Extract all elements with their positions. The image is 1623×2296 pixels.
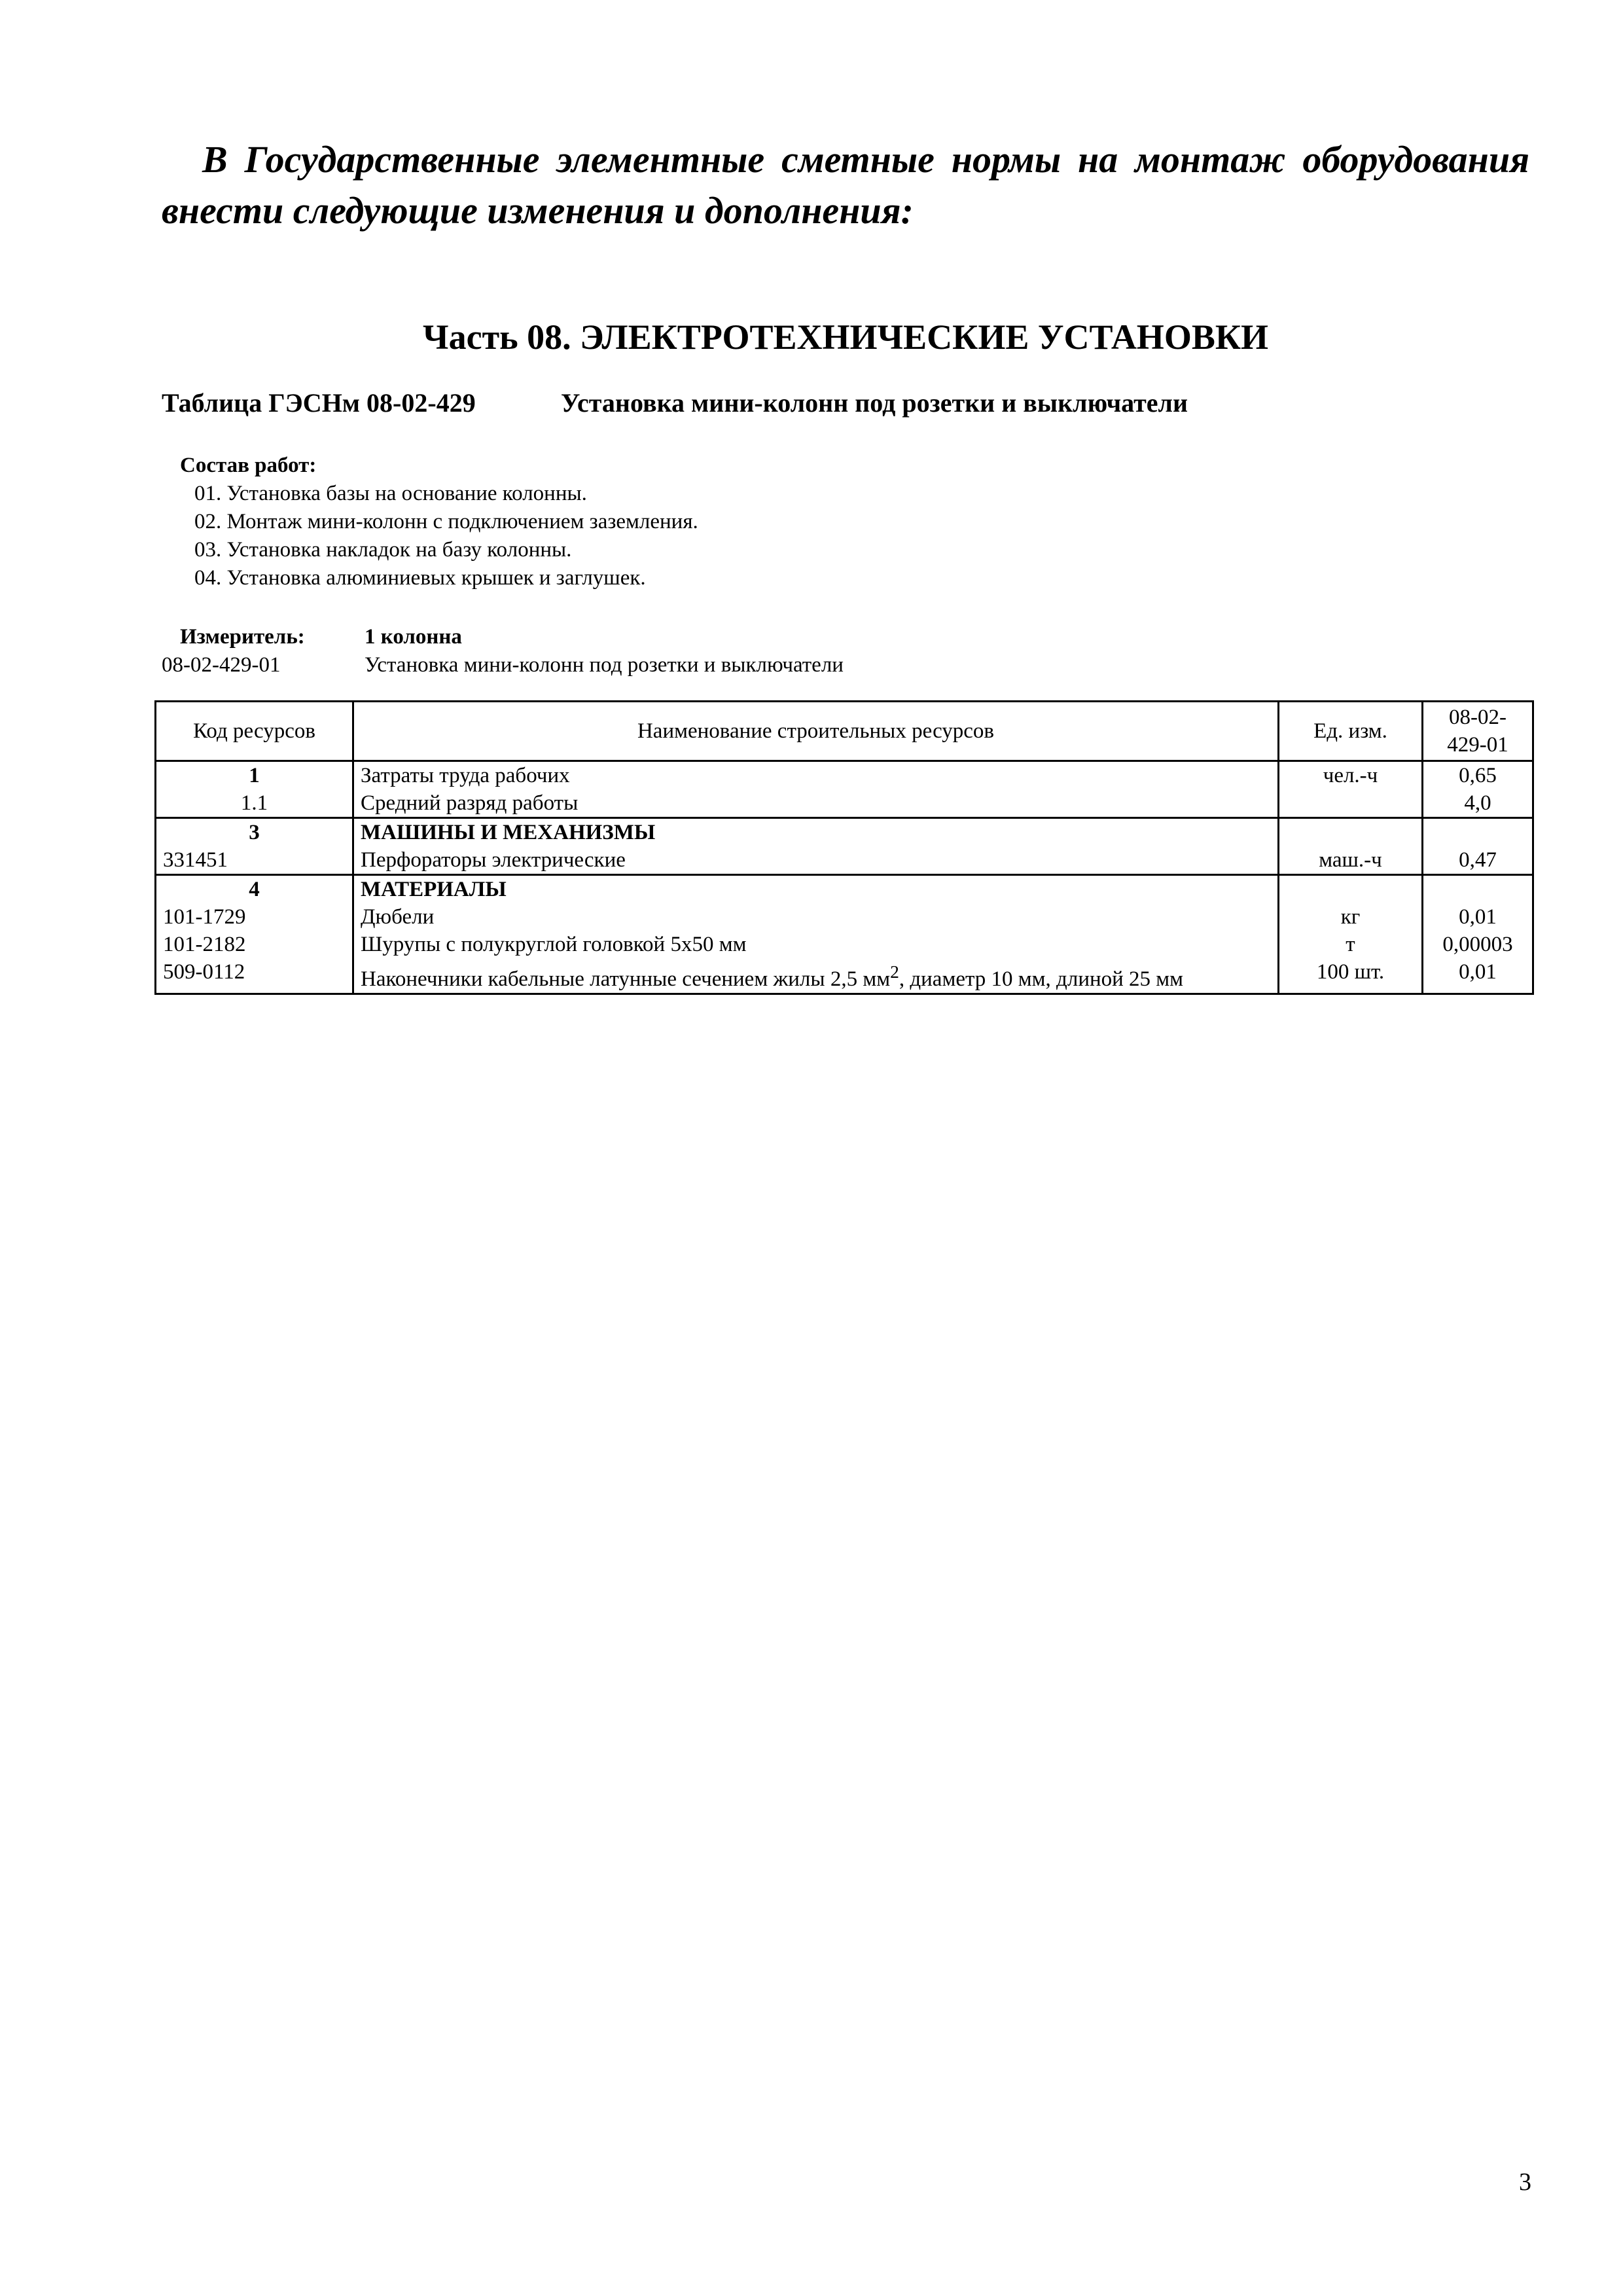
composition-step: 03. Установка накладок на базу колонны. xyxy=(194,538,572,562)
table-row xyxy=(156,931,1533,958)
cell-name: МАШИНЫ И МЕХАНИЗМЫ xyxy=(353,818,1279,847)
cell-value: 4,0 xyxy=(1423,789,1533,818)
cell-value: 0,47 xyxy=(1423,846,1533,875)
cell-code: 331451 xyxy=(156,846,353,875)
table-row xyxy=(156,903,1533,931)
cell-code: 101-2182 xyxy=(156,931,353,958)
cell-code: 1.1 xyxy=(156,789,353,818)
meter-description: Установка мини-колонн под розетки и выключатели xyxy=(365,653,844,677)
table-row xyxy=(156,761,1533,790)
table-row xyxy=(156,789,1533,818)
cell-name: Перфораторы электрические xyxy=(353,846,1279,875)
cell-value: 0,01 xyxy=(1423,958,1533,994)
work-composition xyxy=(180,452,1489,592)
cell-value: 0,65 xyxy=(1423,761,1533,790)
composition-step: 02. Монтаж мини-колонн с подключением заземления. xyxy=(194,510,698,533)
cell-name-part1: Наконечники кабельные латунные сечением жилы 2,5 мм xyxy=(361,967,891,991)
table-row xyxy=(156,846,1533,875)
table-row xyxy=(156,875,1533,904)
composition-label: Состав работ: xyxy=(180,454,317,477)
composition-step: 01. Установка базы на основание колонны. xyxy=(194,482,587,505)
cell-value xyxy=(1423,818,1533,847)
cell-unit: 100 шт. xyxy=(1279,958,1423,994)
cell-unit: т xyxy=(1279,931,1423,958)
cell-value xyxy=(1423,875,1533,904)
cell-name-sup: 2 xyxy=(890,961,899,982)
cell-name: Дюбели xyxy=(353,903,1279,931)
cell-unit xyxy=(1279,789,1423,818)
cell-name: Средний разряд работы xyxy=(353,789,1279,818)
table-title-name: Установка мини-колонн под розетки и выключатели xyxy=(561,388,1188,418)
header-name: Наименование строительных ресурсов xyxy=(353,702,1279,761)
cell-unit: маш.-ч xyxy=(1279,846,1423,875)
cell-unit: чел.-ч xyxy=(1279,761,1423,790)
header-norm: 08-02-429-01 xyxy=(1423,702,1533,761)
part-title: Часть 08. ЭЛЕКТРОТЕХНИЧЕСКИЕ УСТАНОВКИ xyxy=(423,317,1268,357)
meter-block xyxy=(162,623,1529,679)
resources-table xyxy=(154,700,1534,995)
cell-unit xyxy=(1279,875,1423,904)
header-unit: Ед. изм. xyxy=(1279,702,1423,761)
meter-label: Измеритель: xyxy=(180,625,305,649)
meter-code: 08-02-429-01 xyxy=(162,653,281,677)
cell-code: 101-1729 xyxy=(156,903,353,931)
table-row xyxy=(156,818,1533,847)
table-title-code: Таблица ГЭСНм 08-02-429 xyxy=(162,388,476,418)
cell-unit: кг xyxy=(1279,903,1423,931)
cell-name xyxy=(353,958,1279,994)
cell-code: 3 xyxy=(156,818,353,847)
cell-name: Затраты труда рабочих xyxy=(353,761,1279,790)
header-code: Код ресурсов xyxy=(156,702,353,761)
cell-name-part2: , диаметр 10 мм, длиной 25 мм xyxy=(899,967,1184,991)
page-number: 3 xyxy=(1519,2168,1531,2196)
cell-value: 0,01 xyxy=(1423,903,1533,931)
cell-value: 0,00003 xyxy=(1423,931,1533,958)
table-row xyxy=(156,958,1533,994)
cell-name: МАТЕРИАЛЫ xyxy=(353,875,1279,904)
meter-value: 1 колонна xyxy=(365,625,462,649)
table-header-row xyxy=(156,702,1533,761)
cell-code: 4 xyxy=(156,875,353,904)
cell-code: 1 xyxy=(156,761,353,790)
cell-code: 509-0112 xyxy=(156,958,353,994)
composition-step: 04. Установка алюминиевых крышек и заглушек. xyxy=(194,566,646,590)
intro-text: В Государственные элементные сметные нормы на монтаж оборудования внести следующие изменения и дополнения: xyxy=(162,138,1529,232)
cell-unit xyxy=(1279,818,1423,847)
cell-name: Шурупы с полукруглой головкой 5х50 мм xyxy=(353,931,1279,958)
table-title xyxy=(162,386,1529,420)
